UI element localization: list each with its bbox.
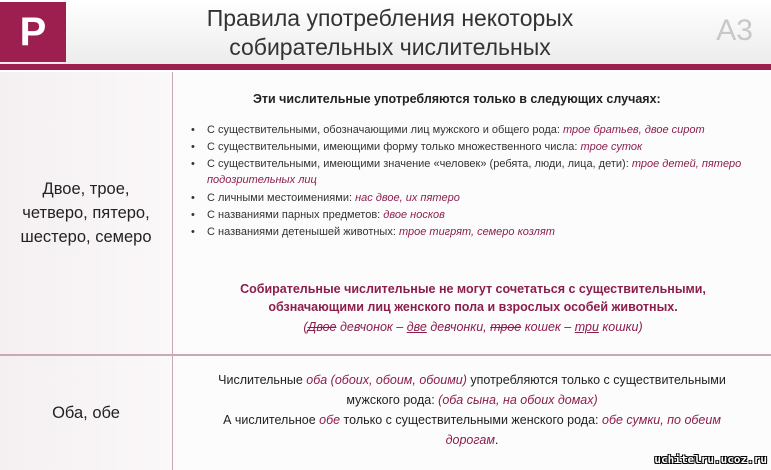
- slide-header: [0, 0, 771, 64]
- bullet-icon: •: [191, 191, 195, 204]
- example: (оба сына, на обоих домах): [438, 393, 598, 407]
- numerals-cell-oba: [0, 356, 173, 470]
- restriction-line-1: Собирательные числительные не могут сочетаться с существительными,: [240, 282, 706, 296]
- example: трое суток: [580, 141, 643, 154]
- example: обе сумки, по обеим: [602, 413, 721, 427]
- rules-list: [173, 122, 771, 241]
- title-line-1: Правила употребления некоторых: [206, 5, 574, 31]
- rules-cell-dvoe: [173, 72, 771, 354]
- numerals-line-2: четверо, пятеро,: [22, 204, 150, 222]
- logo: [0, 2, 66, 62]
- slide-code: А3: [716, 14, 753, 47]
- example: обе: [319, 413, 341, 427]
- example: трое братьев, двое сирот: [563, 124, 705, 136]
- wrong-form: Двое: [307, 320, 337, 334]
- counter-example: (Двое девчонок – две девчонки, трое кошек – три кошки): [303, 320, 643, 334]
- list-item: • С существительными, имеющими значение «человек» (ребята, люди, лица, дети): трое детей, пятеро подозрительных лиц: [191, 158, 742, 187]
- bullet-icon: •: [191, 208, 195, 221]
- example: трое детей, пятеро подозрительных лиц: [207, 158, 742, 187]
- oba-rule-text: Числительные оба (обоих, обоим, обоими) употребляются только с существительными мужского рода: (оба сына, на обоих домах) А числительное обе только с существительными женского рода: обе сумки, по обеим дорогам.: [218, 373, 726, 447]
- header-stripe: [0, 64, 771, 70]
- logo-letter: P: [19, 10, 47, 54]
- bullet-icon: •: [191, 141, 195, 154]
- rules-intro: Эти числительные употребляются только в следующих случаях:: [253, 92, 661, 106]
- correct-form: три: [574, 320, 599, 334]
- bullet-icon: •: [191, 158, 195, 171]
- example: нас двое, их пятеро: [355, 191, 460, 204]
- wrong-form: трое: [490, 320, 522, 334]
- watermark-url: uchitelru.ucoz.ru: [654, 453, 767, 466]
- bullet-icon: •: [191, 225, 195, 238]
- numerals-line-1: Двое, трое,: [42, 180, 130, 198]
- restriction-note: [203, 280, 743, 316]
- example: оба (обоих, обоим, обоими): [306, 373, 467, 387]
- list-item: • С существительными, обозначающими лиц мужского и общего рода: трое братьев, двое сирот: [198, 122, 751, 138]
- list-item: • С названиями парных предметов: двое носков: [198, 207, 751, 223]
- rules-table: [0, 72, 771, 470]
- correct-form: две: [406, 320, 427, 334]
- example: трое тигрят, семеро козлят: [398, 225, 555, 238]
- list-item: • С личными местоимениями: нас двое, их пятеро: [198, 190, 751, 206]
- example: двое носков: [383, 208, 445, 221]
- bullet-icon: •: [191, 124, 195, 136]
- numerals-cell-dvoe: [0, 72, 173, 354]
- example: дорогам: [445, 433, 495, 447]
- restriction-line-2: обзначающими лиц женского пола и взрослых особей животных.: [268, 300, 678, 314]
- list-item: • С названиями детенышей животных: трое тигрят, семеро козлят: [198, 224, 751, 240]
- list-item: • С существительными, имеющими форму только множественного числа: трое суток: [198, 139, 751, 155]
- title-line-2: собирательных числительных: [229, 34, 551, 60]
- numerals-oba: Оба, обе: [52, 404, 120, 422]
- numerals-line-3: шестеро, семеро: [20, 228, 152, 246]
- slide-title: [150, 4, 630, 62]
